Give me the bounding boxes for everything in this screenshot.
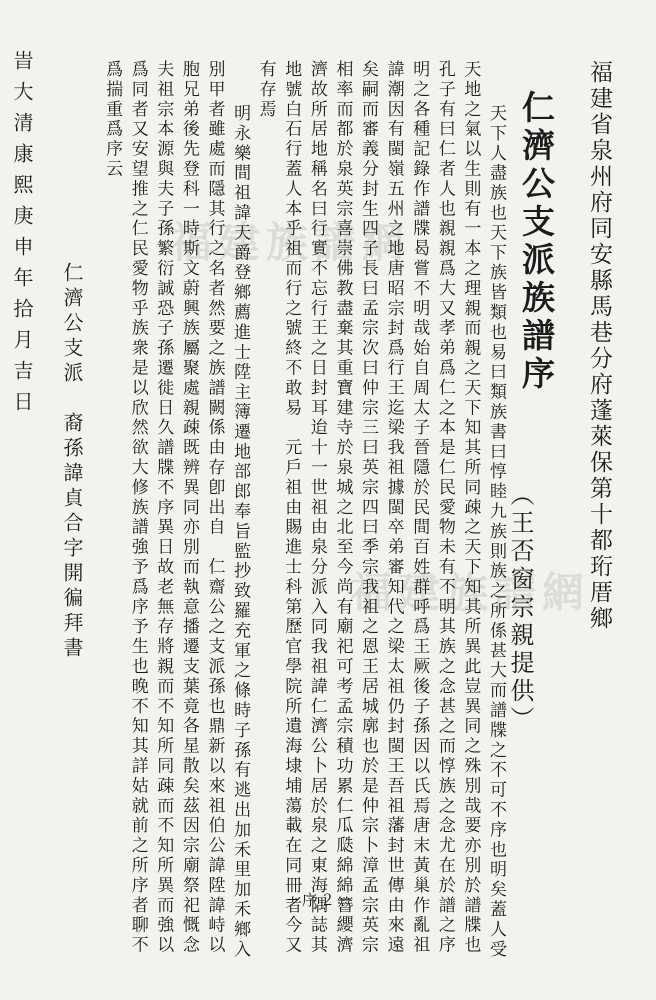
preface-body [78,60,508,960]
paragraph: 天下人盡族也天下族皆類也易曰類族書曰惇睦九族則族之所係甚大而譜牒之不可不序也明矣蓋人受天地之氣以生則有一本之理親而親之天下知其所同疎之天下知其所異此豈異同之殊別哉要亦別於譜牒也孔子有曰仁者人也親親爲大又孝弟爲仁之本是仁民愛物未有不明其族之念甚之而惇族之念尤在於譜之序明之各種記錄作譜牒曷嘗不明哉始自周太子晉隱於民間百姓群呼爲王厥後子孫因以氏焉唐末黃巢作亂祖諱潮因有閩嶺五州之地唐昭宗封爲行王迄梁我祖據閩卒弟審知代之梁太祖仍封閩王吾祖藩封世傳由來遠矣嗣而審義分封生四子長曰孟宗次曰仲宗三曰英宗四曰季宗我祖之恩王居城廓也於是仲宗卜漳孟宗英宗相率而都於泉英宗喜崇佛教盡棄其重寶建寺於泉城之北至今尚有廟祀可考孟宗積功累仁瓜瓞綿綿簪纓濟濟故所居地稱名曰行實不忘行王之日封耳迨十一世祖由泉分派入同我祖諱仁濟公卜居於泉之東海隅誌其地號白石行蓋人本乎祖而行之號終不敢易 元戶祖由賜進士科第歷官學院所遺海埭埔蕩載在同冊者今又有存焉 [255,60,506,960]
document-title: 仁濟公支派族譜序 [517,90,556,394]
provider-note: （王否窗宗親提供） [506,482,534,734]
location-heading: 福建省泉州府同安縣馬巷分府蓬萊保第十都珩厝鄉 [586,60,612,632]
watermark: 福建族譜網 [170,218,411,267]
paragraph: 明永樂間祖諱天爵登鄉薦進士陞主簿遷地部郎奉旨監抄致羅充軍之條時子孫有逃出加禾里加禾鄉入別甲者雖處而隱其行之名者然要之族譜闕係由存卽出自 仁齋公之支派孫也鼎新以來祖伯公諱陞諱峙以胞兄弟後先登科一時斯文蔚興族屬聚處親疎既辨異同亦別而執意播遷支葉竟各星散矣茲因宗廟祭祀慨念夫祖宗本源與夫子孫繁衍誠恐子孫遷徙日久譜牒不序異日故老無存將親而不知所同疎而不知所異而強以爲同者又安望推之仁民愛物乎族衆是以欣然欲大修族譜強予爲序予生也晚不知其詳姑就前之所序者聊不爲揣重爲序云 [102,60,251,960]
signature-line: 仁濟公支派 裔孫諱貞合字開徧拜書 [60,262,84,662]
date-line: 旹大清康熙庚申年拾月吉日 [10,50,34,422]
page-number: －序２－ [283,891,356,909]
watermark: 福建族譜網 [350,568,591,617]
